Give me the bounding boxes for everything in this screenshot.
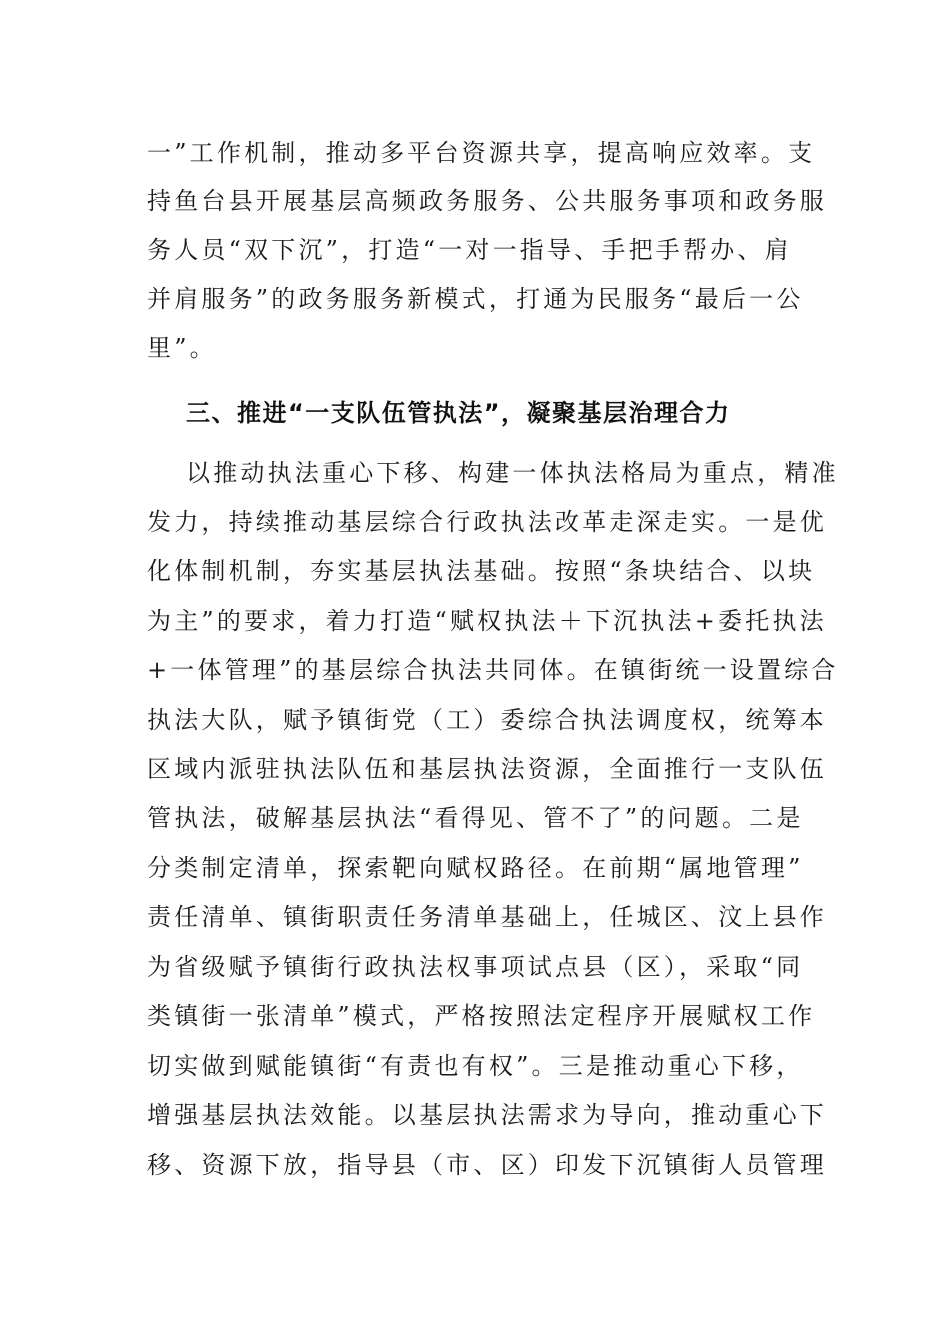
paragraph-line: 一”工作机制，推动多平台资源共享，提高响应效率。支 [147,139,816,167]
paragraph-line: 以推动执法重心下移、构建一体执法格局为重点，精准 [186,459,839,487]
paragraph-line: 发力，持续推动基层综合行政执法改革走深走实。一是优 [147,508,827,536]
paragraph-line: 并肩服务”的政务服务新模式，打通为民服务“最后一公 [147,285,804,313]
paragraph-line: 为省级赋予镇街行政执法权事项试点县（区），采取“同 [147,953,804,981]
paragraph-line: 执法大队，赋予镇街党（工）委综合执法调度权，统筹本 [147,706,827,734]
paragraph-line: 化体制机制，夯实基层执法基础。按照“条块结合、以块 [147,557,816,585]
paragraph-line: 分类制定清单，探索靶向赋权路径。在前期“属地管理” [147,854,804,882]
paragraph-line: 责任清单、镇街职责任务清单基础上，任城区、汶上县作 [147,903,827,931]
section-heading: 三、推进“一支队伍管执法”，凝聚基层治理合力 [186,399,731,427]
paragraph-line: 区域内派驻执法队伍和基层执法资源，全面推行一支队伍 [147,755,827,783]
paragraph-line: 切实做到赋能镇街“有责也有权”。三是推动重心下移， [147,1052,804,1080]
paragraph-line: 里”。 [147,334,217,362]
paragraph-line: +一体管理”的基层综合执法共同体。在镇街统一设置综合 [147,656,839,684]
paragraph-line: 为主”的要求，着力打造“赋权执法＋下沉执法+委托执法 [147,607,827,635]
paragraph-line: 管执法，破解基层执法“看得见、管不了”的问题。二是 [147,804,804,832]
paragraph-line: 务人员“双下沉”，打造“一对一指导、手把手帮办、肩 [147,236,792,264]
paragraph-line: 类镇街一张清单”模式，严格按照法定程序开展赋权工作 [147,1002,816,1030]
paragraph-line: 持鱼台县开展基层高频政务服务、公共服务事项和政务服 [147,187,827,215]
paragraph-line: 移、资源下放，指导县（市、区）印发下沉镇街人员管理 [147,1151,827,1179]
paragraph-line: 增强基层执法效能。以基层执法需求为导向，推动重心下 [147,1101,827,1129]
